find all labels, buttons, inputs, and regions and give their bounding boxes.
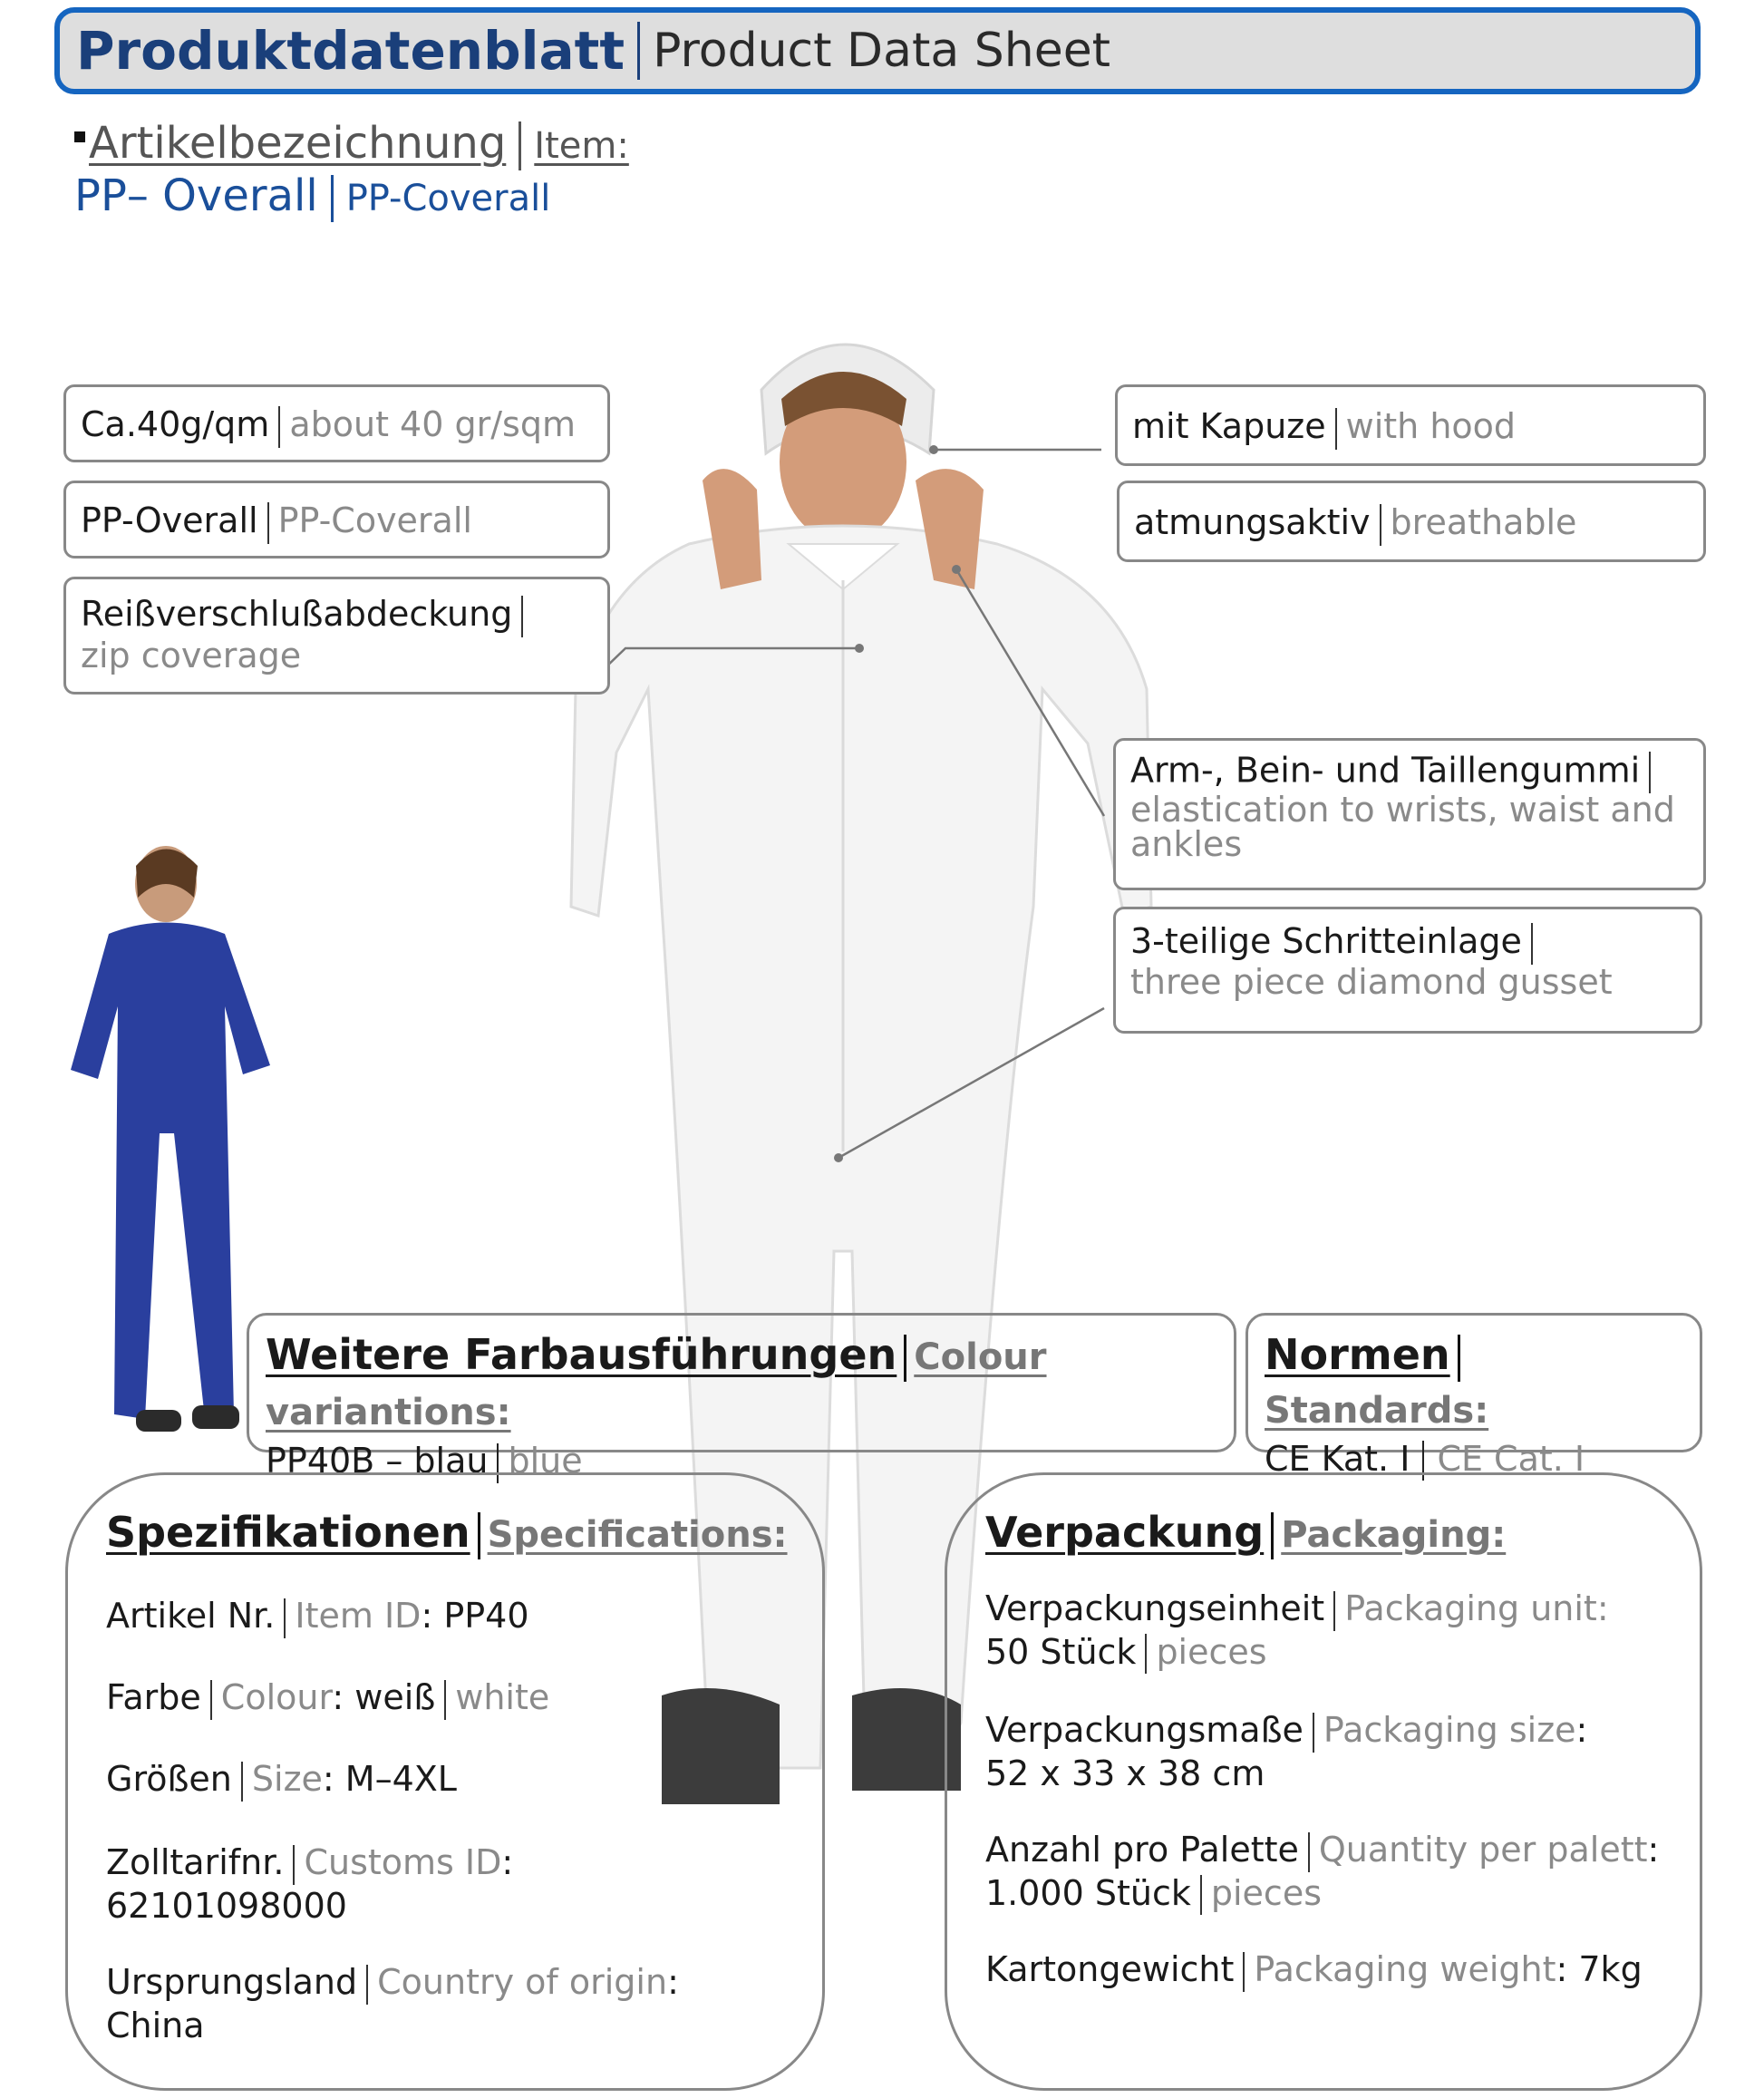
pack-weight-value: : 7kg <box>1556 1949 1643 1989</box>
separator <box>1308 1832 1310 1872</box>
pack-unit-value-de: 50 Stück <box>985 1631 1137 1672</box>
callout-elastic-de: Arm-, Bein- und Taillengummi <box>1130 750 1641 791</box>
separator <box>1313 1713 1314 1753</box>
header-title-de: Produktdatenblatt <box>76 20 625 82</box>
separator <box>478 1512 480 1559</box>
callout-elastic-en-2: ankles <box>1130 824 1243 864</box>
item-value-en: PP-Coverall <box>345 178 551 219</box>
colour-variation-en: blue <box>508 1441 583 1481</box>
callout-zip <box>63 577 610 694</box>
separator <box>241 1762 243 1802</box>
spec-origin <box>106 1961 679 2046</box>
callout-type-de: PP-Overall <box>81 500 258 540</box>
callout-zip-en: zip coverage <box>81 635 302 675</box>
spec-origin-de: Ursprungsland <box>106 1962 358 2002</box>
pack-pallet-de: Anzahl pro Palette <box>985 1830 1299 1870</box>
callout-type-en: PP-Coverall <box>277 500 472 540</box>
separator <box>278 406 280 448</box>
separator <box>366 1965 368 2005</box>
pack-weight <box>985 1948 1643 1992</box>
separator <box>1380 504 1381 546</box>
colour-variations-title-de: Weitere Farbausführungen <box>266 1330 897 1379</box>
packaging-title-en: Packaging: <box>1281 1514 1507 1556</box>
separator <box>904 1335 906 1382</box>
separator <box>1333 1591 1335 1631</box>
spec-colour-en: Colour <box>220 1677 333 1717</box>
spec-colour-de: Farbe <box>106 1677 201 1717</box>
header-title-en: Product Data Sheet <box>653 24 1111 78</box>
spec-customs-de: Zolltarifnr. <box>106 1842 285 1882</box>
separator <box>1145 1634 1147 1674</box>
callout-weight-en: about 40 gr/sqm <box>289 404 576 444</box>
callout-gusset-en: three piece diamond gusset <box>1130 961 1613 1002</box>
pack-unit <box>985 1588 1609 1674</box>
separator <box>1649 752 1651 793</box>
spec-size-de: Größen <box>106 1759 232 1799</box>
pack-unit-value-en: pieces <box>1156 1631 1267 1672</box>
callout-elastic <box>1113 738 1706 890</box>
spec-colour-value-de: : weiß <box>332 1677 436 1717</box>
pack-unit-en: Packaging unit: <box>1344 1588 1609 1628</box>
specifications-panel <box>65 1472 825 2091</box>
spec-origin-en: Country of origin <box>377 1962 668 2002</box>
callout-hood-de: mit Kapuze <box>1132 406 1326 446</box>
item-value-de: PP– Overall <box>74 170 318 221</box>
spec-colour <box>106 1676 549 1720</box>
colour-variation-de: PP40B – blau <box>266 1441 489 1481</box>
pack-size <box>985 1709 1587 1794</box>
spec-article-value: : PP40 <box>421 1596 529 1636</box>
item-label-en: Item: <box>534 125 629 167</box>
callout-zip-de: Reißverschlußabdeckung <box>81 594 513 634</box>
callout-gusset-de: 3-teilige Schritteinlage <box>1130 921 1522 961</box>
separator <box>1200 1875 1202 1915</box>
separator <box>293 1845 295 1885</box>
pack-pallet-colon: : <box>1647 1830 1660 1870</box>
spec-customs <box>106 1841 513 1927</box>
specifications-title-en: Specifications: <box>487 1514 788 1556</box>
standards-title-de: Normen <box>1265 1330 1450 1379</box>
separator <box>1458 1335 1460 1382</box>
spec-article-en: Item ID <box>295 1596 422 1636</box>
callout-breathable-de: atmungsaktiv <box>1134 502 1371 542</box>
pack-pallet-en: Quantity per palett <box>1318 1830 1648 1870</box>
colour-variations-title <box>266 1328 1217 1439</box>
spec-size <box>106 1758 457 1802</box>
separator <box>1335 408 1337 450</box>
packaging-title <box>985 1508 1506 1559</box>
pack-weight-en: Packaging weight <box>1254 1949 1556 1989</box>
callout-gusset <box>1113 907 1702 1034</box>
spec-origin-value: China <box>106 2005 205 2045</box>
pack-size-colon: : <box>1575 1710 1588 1750</box>
standards-en: CE Cat. I <box>1437 1438 1585 1479</box>
pack-size-en: Packaging size <box>1323 1710 1576 1750</box>
specifications-title-de: Spezifikationen <box>106 1508 470 1557</box>
pack-size-de: Verpackungsmaße <box>985 1710 1304 1750</box>
separator <box>210 1680 212 1720</box>
specifications-title <box>106 1508 788 1559</box>
callout-breathable-en: breathable <box>1390 502 1577 542</box>
standards-panel <box>1245 1313 1702 1479</box>
colour-variations-title-en: Colour variantions: <box>266 1336 1047 1433</box>
spec-origin-colon: : <box>667 1962 679 2002</box>
separator <box>1531 923 1533 965</box>
colour-variations-panel <box>247 1313 1236 1481</box>
packaging-title-de: Verpackung <box>985 1508 1265 1557</box>
separator <box>521 596 523 637</box>
callout-hood <box>1115 384 1706 466</box>
standards-title-en: Standards: <box>1265 1389 1489 1432</box>
separator <box>1243 1952 1245 1992</box>
pack-pallet-value-de: 1.000 Stück <box>985 1872 1191 1913</box>
pack-weight-de: Kartongewicht <box>985 1949 1235 1989</box>
item-label-de: Artikelbezeichnung <box>89 118 507 169</box>
spec-size-value: : M–4XL <box>322 1759 457 1799</box>
spec-article <box>106 1595 529 1638</box>
spec-customs-colon: : <box>501 1842 514 1882</box>
pack-pallet-value-en: pieces <box>1210 1872 1323 1913</box>
callout-weight <box>63 384 610 462</box>
standards-de: CE Kat. I <box>1265 1438 1410 1479</box>
callout-hood-en: with hood <box>1345 406 1517 446</box>
spec-customs-en: Customs ID <box>304 1842 502 1882</box>
callout-type <box>63 481 610 558</box>
spec-size-en: Size <box>251 1759 323 1799</box>
standards-title <box>1265 1328 1683 1437</box>
pack-unit-de: Verpackungseinheit <box>985 1588 1325 1628</box>
spec-colour-value-en: white <box>455 1677 550 1717</box>
callout-elastic-en-1: elastication to wrists, waist and <box>1130 790 1675 830</box>
packaging-panel <box>945 1472 1702 2091</box>
separator <box>444 1680 446 1720</box>
separator <box>1271 1512 1274 1559</box>
callout-weight-de: Ca.40g/qm <box>81 404 270 444</box>
separator <box>284 1598 286 1638</box>
pack-pallet <box>985 1829 1659 1915</box>
pack-size-value: 52 x 33 x 38 cm <box>985 1753 1265 1793</box>
callout-breathable <box>1117 481 1706 562</box>
spec-article-de: Artikel Nr. <box>106 1596 276 1636</box>
separator <box>267 502 269 544</box>
blue-coverall-figure <box>71 846 270 1432</box>
spec-customs-value: 62101098000 <box>106 1885 347 1926</box>
